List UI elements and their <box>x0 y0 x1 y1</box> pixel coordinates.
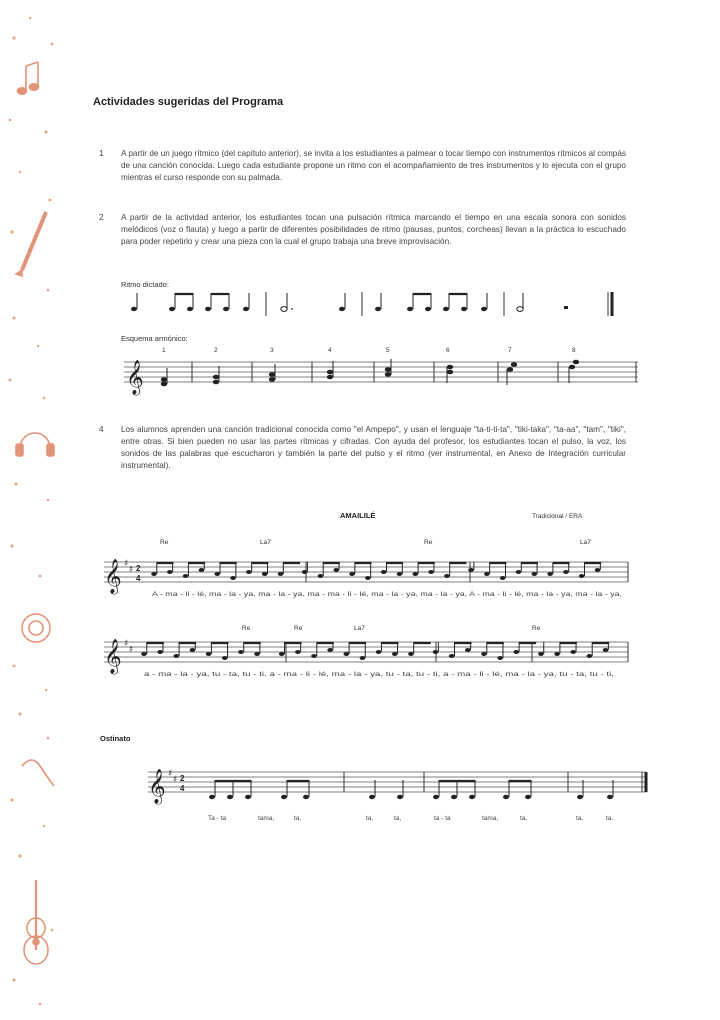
note <box>376 650 382 654</box>
note <box>262 572 268 576</box>
chord: Re <box>294 625 303 632</box>
note <box>333 568 339 572</box>
note <box>183 574 189 578</box>
note <box>199 568 205 572</box>
ostinato-label: Ostinato <box>100 734 131 743</box>
note <box>468 568 474 572</box>
note <box>365 576 371 580</box>
chord: Re <box>242 625 251 632</box>
song-credit: Tradicional / ERA <box>532 513 583 520</box>
activity-1-text: A partir de un juego rítmico (del capítulo anterior), se invita a los estudiantes a palmear o tocar tiempo con instrumentos rítmicos al compás de una canción conocida. Luego cada estudiante propone un ritmo con el acompañamiento de tres instrumentos y lo ejecuta con el grupo mientras el curso responde con su palmada. <box>121 149 626 182</box>
ostinato-syllable: ta - ta <box>434 815 451 822</box>
note <box>302 570 308 574</box>
chord: La7 <box>580 539 591 546</box>
song-title: AMAILILÉ <box>340 511 376 520</box>
note <box>587 654 593 658</box>
note <box>190 648 196 652</box>
song-row-1 <box>104 539 628 598</box>
note <box>349 572 355 576</box>
note <box>151 572 157 576</box>
note <box>206 652 212 656</box>
scale-degree: 7 <box>508 347 512 354</box>
note <box>141 652 147 656</box>
note <box>279 652 285 656</box>
rhythm-notes <box>131 292 612 316</box>
note <box>344 652 350 656</box>
svg-text:2: 2 <box>136 564 141 573</box>
note <box>570 650 576 654</box>
scale-degree: 4 <box>328 347 332 354</box>
scale-degree-numbers <box>162 347 576 354</box>
note <box>174 654 180 658</box>
svg-text:♯: ♯ <box>124 639 129 649</box>
svg-text:𝄞: 𝄞 <box>148 769 166 804</box>
svg-text:♯: ♯ <box>124 559 129 569</box>
note <box>547 572 553 576</box>
note <box>230 576 236 580</box>
activity-1-number: 1 <box>99 149 104 158</box>
scale-degree: 1 <box>162 347 166 354</box>
note <box>157 650 163 654</box>
chord: La7 <box>260 539 271 546</box>
note <box>514 650 520 654</box>
chord: Re <box>160 539 169 546</box>
decorative-border <box>0 0 80 1020</box>
note <box>278 572 284 576</box>
note <box>381 570 387 574</box>
svg-text:𝄞: 𝄞 <box>104 639 122 674</box>
ostinato-syllable: ta, <box>394 815 402 822</box>
rhythm-label: Ritmo dictado: <box>121 280 169 289</box>
note <box>428 570 434 574</box>
song-score <box>100 506 640 686</box>
svg-text:♯: ♯ <box>173 775 178 785</box>
ostinato-syllable: ta, <box>366 815 374 822</box>
ostinato-staff <box>144 756 654 826</box>
svg-text:♯: ♯ <box>129 645 134 655</box>
ostinato-syllable: ta. <box>606 815 614 822</box>
activity-2-number: 2 <box>99 213 104 222</box>
note <box>327 648 333 652</box>
note <box>254 652 260 656</box>
note <box>408 652 414 656</box>
ostinato-syllable: tama, <box>258 815 275 822</box>
ostinato-syllable: Ta - ta <box>208 815 227 822</box>
note <box>360 656 366 660</box>
svg-text:𝄞: 𝄞 <box>104 559 122 594</box>
activity-4-text: Los alumnos aprenden una canción tradicional conocida como "el Ampepo", y usan el lenguaje "ta-ti-ti-ta", "tiki-taka", "ta-aa", "tam", "tiki", entre otras. Si bien pueden no usar las partes rítmicas y cifradas. Con ayuda del profesor, los estudiantes tocan el pulso, la voz, los sonidos de las palabras que escucharon y también la parte del pulso y el ritmo (ver instrumental, en Anexo de Integración curricular instrumental). <box>121 425 626 470</box>
svg-text:2: 2 <box>180 774 185 783</box>
note <box>318 574 324 578</box>
note <box>563 570 569 574</box>
scale-label: Esquema armónico: <box>121 334 188 343</box>
note <box>579 574 585 578</box>
note <box>397 572 403 576</box>
ostinato-syllable: tama, <box>482 815 499 822</box>
scale-degree: 8 <box>572 347 576 354</box>
note <box>554 652 560 656</box>
note <box>222 656 228 660</box>
note <box>449 654 455 658</box>
scale-degree: 3 <box>270 347 274 354</box>
note <box>538 652 544 656</box>
note <box>444 574 450 578</box>
ostinato-syllable: ta, <box>294 815 302 822</box>
ostinato-notes <box>209 780 613 799</box>
chord: Re <box>424 539 433 546</box>
chord: Re <box>532 625 541 632</box>
treble-clef-icon: 𝄞 <box>126 360 144 395</box>
ostinato-lyrics <box>208 815 613 822</box>
song-row-2 <box>104 625 628 678</box>
note <box>531 572 537 576</box>
scale-degree: 6 <box>446 347 450 354</box>
note <box>412 572 418 576</box>
note <box>433 650 439 654</box>
note <box>392 652 398 656</box>
chord: La7 <box>354 625 365 632</box>
song-lyrics-row-2: a - ma - la - ya, tu - ta, tu - ti, a - ma - li - lé, ma - la - ya, tu - ta, tu - ti, a - ma - li - lé, ma - la - ya, tu - ta, tu - ti, <box>144 671 615 678</box>
note <box>497 656 503 660</box>
page-title: Actividades sugeridas del Programa <box>93 96 284 108</box>
activity-2 <box>99 212 626 248</box>
note <box>167 570 173 574</box>
note <box>595 568 601 572</box>
note <box>246 570 252 574</box>
rhythm-line <box>120 286 630 326</box>
note <box>311 654 317 658</box>
song-lyrics-row-1: A - ma - li - lé, ma - la - ya, ma - la - ya, ma - ma - li - lé, ma - la - ya, ma - la - ya, A - ma - li - lé, ma - la - ya, ma - la - ya, <box>152 591 623 598</box>
scale-staff <box>124 344 644 394</box>
note <box>484 572 490 576</box>
note <box>214 572 220 576</box>
note <box>295 650 301 654</box>
note <box>465 648 471 652</box>
activity-4 <box>99 424 626 472</box>
activity-4-number: 4 <box>99 425 104 434</box>
note <box>603 648 609 652</box>
note <box>500 576 506 580</box>
ostinato-syllable: ta, <box>576 815 584 822</box>
note <box>238 650 244 654</box>
note <box>481 652 487 656</box>
svg-text:4: 4 <box>180 784 185 793</box>
scale-degree: 2 <box>214 347 218 354</box>
note <box>516 570 522 574</box>
svg-text:♯: ♯ <box>129 565 134 575</box>
svg-text:4: 4 <box>136 574 141 583</box>
activity-1 <box>99 148 626 184</box>
scale-degree: 5 <box>386 347 390 354</box>
ostinato-syllable: ta, <box>520 815 528 822</box>
activity-2-text: A partir de la actividad anterior, los estudiantes tocan una pulsación rítmica marcando el tiempo en una escala sonora con sonidos melódicos (voz o flauta) y luego a partir de diferentes posibilidades de ritmo (pausas, puntos, corcheas) llevan a la práctica lo escuchado para poder repetirlo y crear una pieza con la cual el grupo trabaja una breve improvisación. <box>121 213 626 246</box>
svg-text:♯: ♯ <box>168 769 173 779</box>
